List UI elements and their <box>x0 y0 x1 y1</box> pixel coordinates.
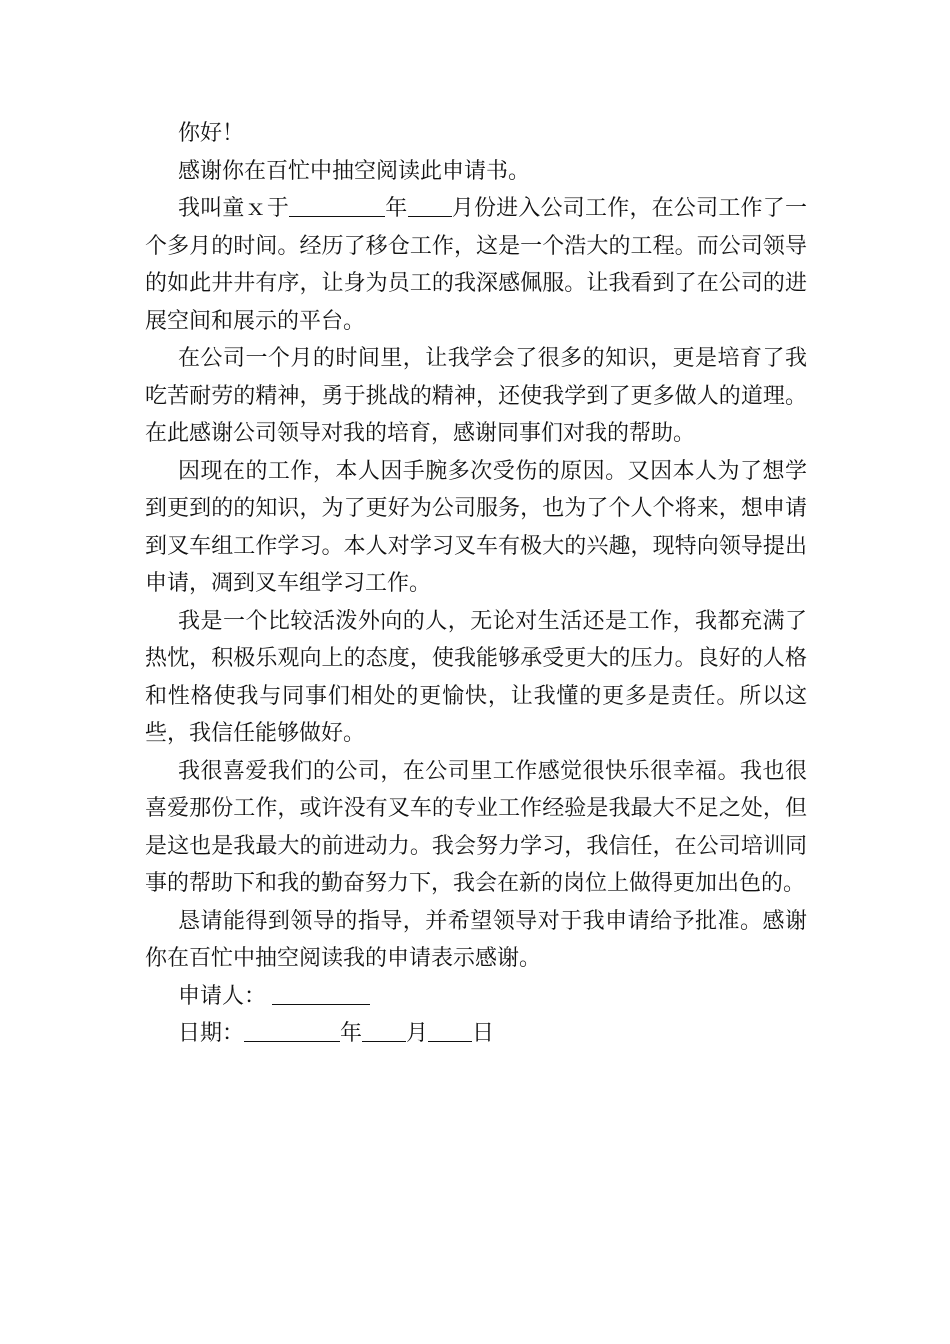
intro-text-2: 月份进入公司工作，在公司工作了一个多月的时间。经历了移仓工作，这是一个浩大的工程。而公司领导的如此井井有序，让身为员工的我深感佩服。让我看到了在公司的进展空间和展示的平台。 <box>145 196 807 334</box>
personality-paragraph: 我是一个比较活泼外向的人，无论对生活还是工作，我都充满了热忱，积极乐观向上的态度，使我能够承受更大的压力。良好的人格和性格使我与同事们相处的更愉快，让我懂的更多是责任。所以这些，我信任能够做好。 <box>145 608 807 746</box>
date-year-blank <box>244 1019 340 1042</box>
greeting: 你好！ <box>178 121 245 146</box>
intro-paragraph <box>145 190 807 340</box>
learning-paragraph: 在公司一个月的时间里，让我学会了很多的知识，更是培育了我吃苦耐劳的精神，勇于挑战的精神，还使我学到了更多做人的道理。在此感谢公司领导对我的培育，感谢同事们对我的帮助。 <box>145 346 807 446</box>
date-day-blank <box>428 1019 472 1042</box>
thanks-line: 感谢你在百忙中抽空阅读此申请书。 <box>178 158 531 184</box>
intro-text-1: 我叫童ｘ于 <box>178 196 290 221</box>
love-paragraph: 我很喜爱我们的公司，在公司里工作感觉很快乐很幸福。我也很喜爱那份工作，或许没有叉车的专业工作经验是我最大不足之处，但是这也是我最大的前进动力。我会努力学习，我信任，在公司培训同事的帮助下和我的勤奋努力下，我会在新的岗位上做得更加出色的。 <box>145 758 807 896</box>
day-label: 日 <box>472 1021 495 1046</box>
date-month-blank <box>362 1019 406 1042</box>
request-paragraph: 恳请能得到领导的指导，并希望领导对于我申请给予批准。感谢你在百忙中抽空阅读我的申请表示感谢。 <box>145 908 807 971</box>
year-label: 年 <box>340 1021 363 1046</box>
application-letter <box>145 115 807 1053</box>
applicant-line <box>145 978 807 1016</box>
join-year-blank <box>289 194 385 217</box>
applicant-label: 申请人： <box>178 983 267 1009</box>
applicant-name-blank <box>272 982 370 1005</box>
reason-paragraph: 因现在的工作，本人因手腕多次受伤的原因。又因本人为了想学到更到的的知识，为了更好为公司服务，也为了个人个将来，想申请到叉车组工作学习。本人对学习叉车有极大的兴趣，现特向领导提出申请，凋到叉车组学习工作。 <box>145 458 807 596</box>
month-label: 月 <box>406 1021 429 1046</box>
join-month-blank <box>408 194 452 217</box>
date-label: 日期： <box>178 1021 245 1046</box>
date-line <box>145 1015 807 1053</box>
intro-year-label: 年 <box>385 196 408 221</box>
